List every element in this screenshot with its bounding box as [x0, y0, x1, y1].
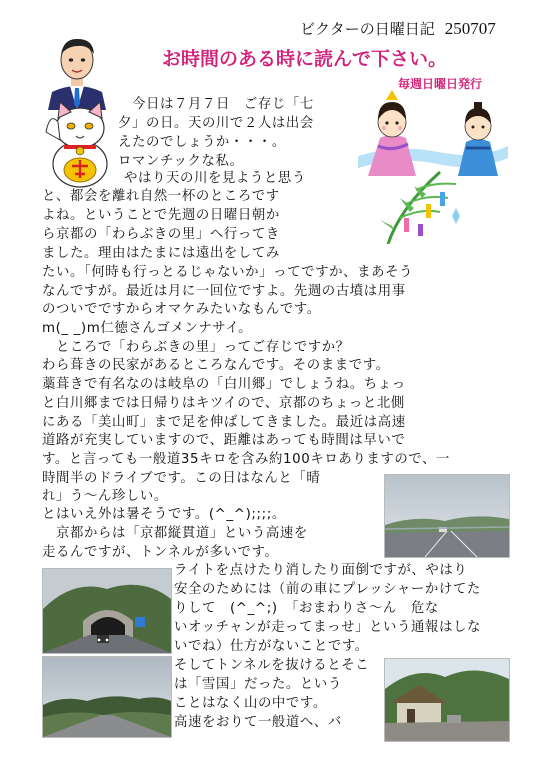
text-line: 藁葺きで有名なのは岐阜の「白川郷」でしょうね。ちょっ — [42, 377, 406, 392]
text-line: と白川郷までは日帰りはキツイので、京都のちょっと北側 — [42, 396, 405, 411]
text-line: いオッチャンが走ってまっせ」という通報はしな — [174, 620, 481, 635]
text-line: m(_ _)m仁徳さんゴメンナサイ。 — [42, 321, 253, 336]
text-line: いでね）仕方がないことです。 — [174, 639, 369, 654]
text-line: 走るんですが、トンネルが多いです。 — [42, 545, 279, 560]
text-line: と、都会を離れ自然一杯のところです — [42, 189, 280, 204]
header-title-row — [300, 18, 496, 39]
text-line: ことはなく山の中です。 — [174, 696, 327, 711]
tunnel-photo — [42, 568, 172, 654]
text-line: とはいえ外は暑そうです。(^_^);;;;。 — [42, 507, 286, 522]
thatched-house-photo — [384, 658, 510, 742]
text-line: ら京都の「わらぶきの里」へ行ってき — [42, 227, 280, 242]
weekly-label: 毎週日曜日発行 — [398, 77, 483, 91]
text-line: にある「美山町」まで足を伸ばしてきました。最近は高速 — [42, 415, 406, 430]
text-line: ました。理由はたまには遠出をしてみ — [42, 246, 280, 261]
text-line: よね。ということで先週の日曜日朝か — [42, 208, 280, 223]
text-line: は「雪国」だった。という — [174, 677, 342, 692]
mountain-road-photo — [42, 656, 172, 738]
text-line: 安全のためには（前の車にプレッシャーかけてた — [174, 582, 481, 597]
text-line: 道路が充実していますので、距離はあっても時間は早いで — [42, 433, 406, 448]
bamboo-icon — [370, 168, 470, 244]
diary-title: ビクターの日曜日記 — [300, 20, 435, 38]
text-line: のついでですからオマケみたいなもんです。 — [42, 302, 321, 317]
text-line: りして (^_^;) 「おまわりさ～ん 危な — [174, 601, 439, 616]
text-line: 時間半のドライブです。この日はなんと「晴 — [42, 471, 321, 486]
text-line: そしてトンネルを抜けるとそこ — [174, 658, 370, 673]
text-line: ロマンチックな私。 — [118, 154, 244, 169]
text-line: れ」う～ん珍しい。 — [42, 489, 168, 504]
text-line: やはり天の川を見ようと思う — [124, 171, 306, 186]
highway-photo — [384, 474, 510, 558]
text-line: 高速をおりて一般道へ、バ — [174, 715, 342, 730]
text-line: 夕」の日。天の川で２人は出会 — [118, 116, 314, 131]
issue-code: 250707 — [444, 19, 496, 38]
maneki-neko-icon — [44, 98, 116, 188]
text-line: ところで「わらぶきの里」ってご存じですか？ — [56, 340, 350, 355]
text-line: す。と言っても一般道35キロを含み約100キロありますので、一 — [42, 452, 451, 467]
text-line: 今日は７月７日 ご存じ「七 — [132, 97, 314, 112]
page-subtitle: お時間のある時に読んで下さい。 — [162, 48, 448, 70]
text-line: わら葺きの民家があるところなんです。そのままです。 — [42, 358, 390, 373]
text-line: たい。「何時も行っとるじゃないか」ってですか、まあそう — [42, 265, 414, 280]
text-line: えたのでしょうか・・・。 — [118, 135, 286, 150]
text-line: なんですが。最近は月に一回位ですよ。先週の古墳は用事 — [42, 284, 406, 299]
text-line: ライトを点けたり消したり面倒ですが、やはり — [174, 563, 468, 578]
text-line: 京都からは「京都縦貫道」という高速を — [56, 526, 308, 541]
